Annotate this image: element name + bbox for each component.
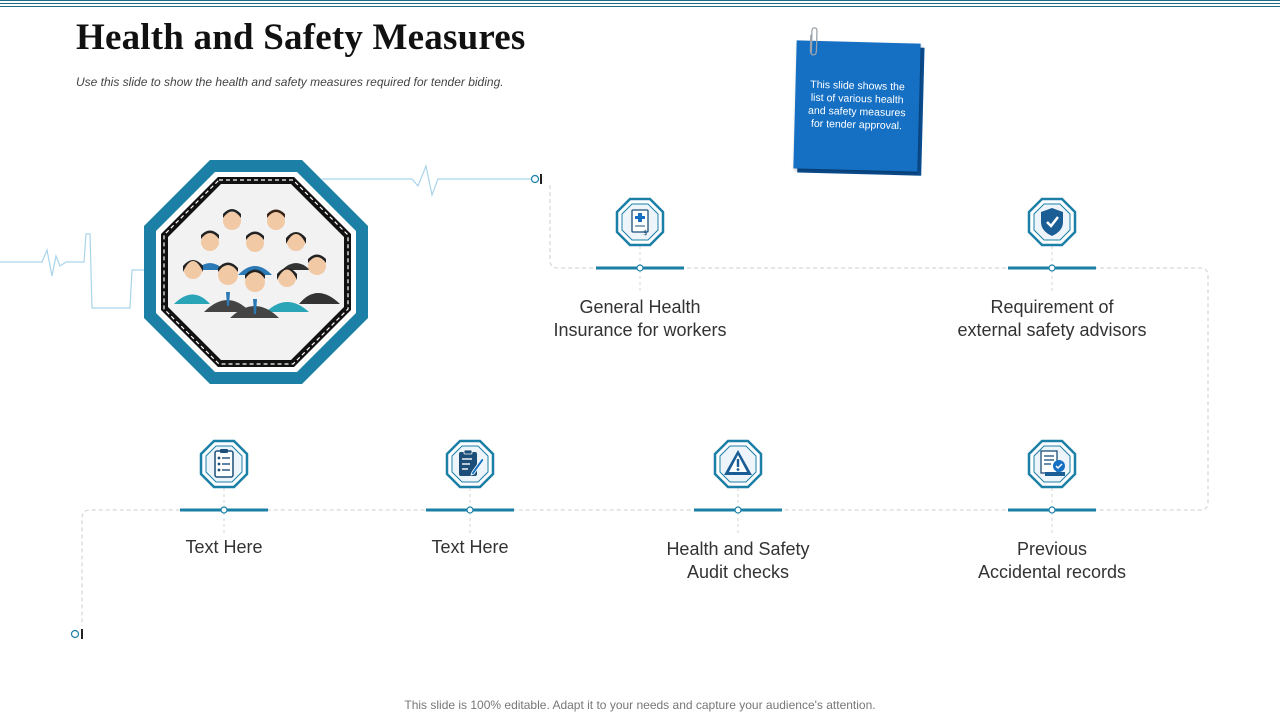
svg-text:$: $ (643, 229, 648, 237)
item-label-line2: Insurance for workers (553, 320, 727, 340)
item-label-audit-checks (608, 538, 868, 584)
clipboard-checklist-icon (199, 439, 249, 489)
medical-document-icon (615, 197, 665, 247)
shield-check-icon (1027, 197, 1077, 247)
heartbeat-line-top (322, 166, 532, 195)
warning-triangle-icon (713, 439, 763, 489)
item-label-line1: General Health (579, 297, 701, 317)
item-label-line1: Text Here (185, 537, 263, 557)
item-label-line2: Accidental records (977, 562, 1127, 582)
records-document-icon (1027, 439, 1077, 489)
slide-title: Health and Safety Measures (76, 17, 526, 58)
item-label-line2: external safety advisors (957, 320, 1147, 340)
item-label-safety-advisors (922, 296, 1182, 342)
sticky-note (793, 40, 920, 171)
item-label-text-here-2 (340, 536, 600, 559)
slide-footer: This slide is 100% editable. Adapt it to your needs and capture your audience's attention. (404, 698, 876, 712)
paperclip-icon (808, 27, 819, 57)
item-label-line1: Requirement of (990, 297, 1114, 317)
item-label-text-here-1 (94, 536, 354, 559)
item-label-line1: Previous (1016, 539, 1088, 559)
connector-dot (532, 176, 539, 183)
slide-subtitle: Use this slide to show the health and safety measures required for tender biding. (76, 75, 504, 89)
sticky-note-text: This slide shows the list of various health and safety measures for tender approval. (807, 78, 906, 133)
clipboard-edit-icon (445, 439, 495, 489)
item-label-accidental-records (922, 538, 1182, 584)
item-label-health-insurance (510, 296, 770, 342)
item-label-line2: Audit checks (686, 562, 790, 582)
connector-dot (72, 631, 79, 638)
item-label-line1: Text Here (431, 537, 509, 557)
item-label-line1: Health and Safety (666, 539, 810, 559)
